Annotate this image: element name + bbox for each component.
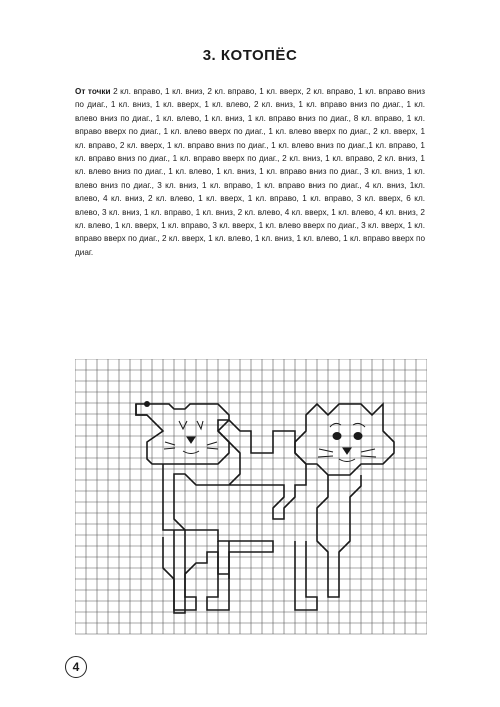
dog-face [164, 421, 218, 454]
dog-head-outline [136, 404, 229, 464]
grid-lines [75, 359, 427, 634]
page-title: 3. КОТОПЁС [202, 47, 298, 64]
page-number-badge: 4 [65, 656, 87, 678]
cat-head-outline [295, 404, 394, 475]
graph-paper-grid [75, 359, 427, 639]
start-point [144, 401, 150, 407]
instructions-lead: От точки [75, 87, 111, 96]
cat-face [318, 423, 376, 461]
instructions-text: 2 кл. вправо, 1 кл. вниз, 2 кл. вправо, 1 кл. вверх, 2 кл. вправо, 1 кл. вправо вниз по диаг., 1 кл. вниз, 1 кл. вверх, 1 кл. влево, 2 кл. вниз, 1 кл. вправо вниз по диаг., 1 кл. влево вниз по диаг., 1 кл. влево, 1 кл. вниз, 1 кл. вправо вниз по диаг., 8 кл. вправо, 1 кл. вправо вверх по диаг., 1 кл. влево вверх по диаг., 1 кл. влево вверх по диаг., 2 кл. вверх, 1 кл. вправо, 2 кл. вверх, 1 кл. вправо вниз по диаг., 1 кл. влево вниз по диаг.,1 кл. вправо, 1 кл. вправо вниз по диаг., 1 кл. вправо вверх по диаг., 2 кл. вниз, 1 кл. вправо, 2 кл. вниз, 1 кл. влево вниз по диаг., 1 кл. влево, 1 кл. вниз, 1 кл. вправо вниз по диаг., 3 кл. вниз, 1 кл. влево вниз по диаг., 3 кл. вниз, 1 кл. вправо, 1 кл. вправо вниз по диаг., 4 кл. вниз, 1кл. влево, 4 кл. вниз, 2 кл. влево, 1 кл. вверх, 1 кл. вправо, 1 кл. вправо, 3 кл. вверх, 6 кл. влево, 3 кл. вниз, 1 кл. вправо, 1 кл. вниз, 2 кл. влево, 4 кл. вверх, 1 кл. влево, 4 кл. вниз, 2 кл. влево, 1 кл. вверх, 1 кл. вправо, 3 кл. вверх, 1 кл. влево вверх по диаг., 3 кл. вверх, 1 кл. вправо вверх по диаг., 2 кл. вверх, 1 кл. влево, 1 кл. вниз, 1 кл. влево, 1 кл. вправо вверх по диаг. [75, 87, 425, 257]
instructions-paragraph [75, 85, 425, 259]
dog-front-legs [163, 464, 196, 610]
drawing-area [75, 359, 427, 639]
